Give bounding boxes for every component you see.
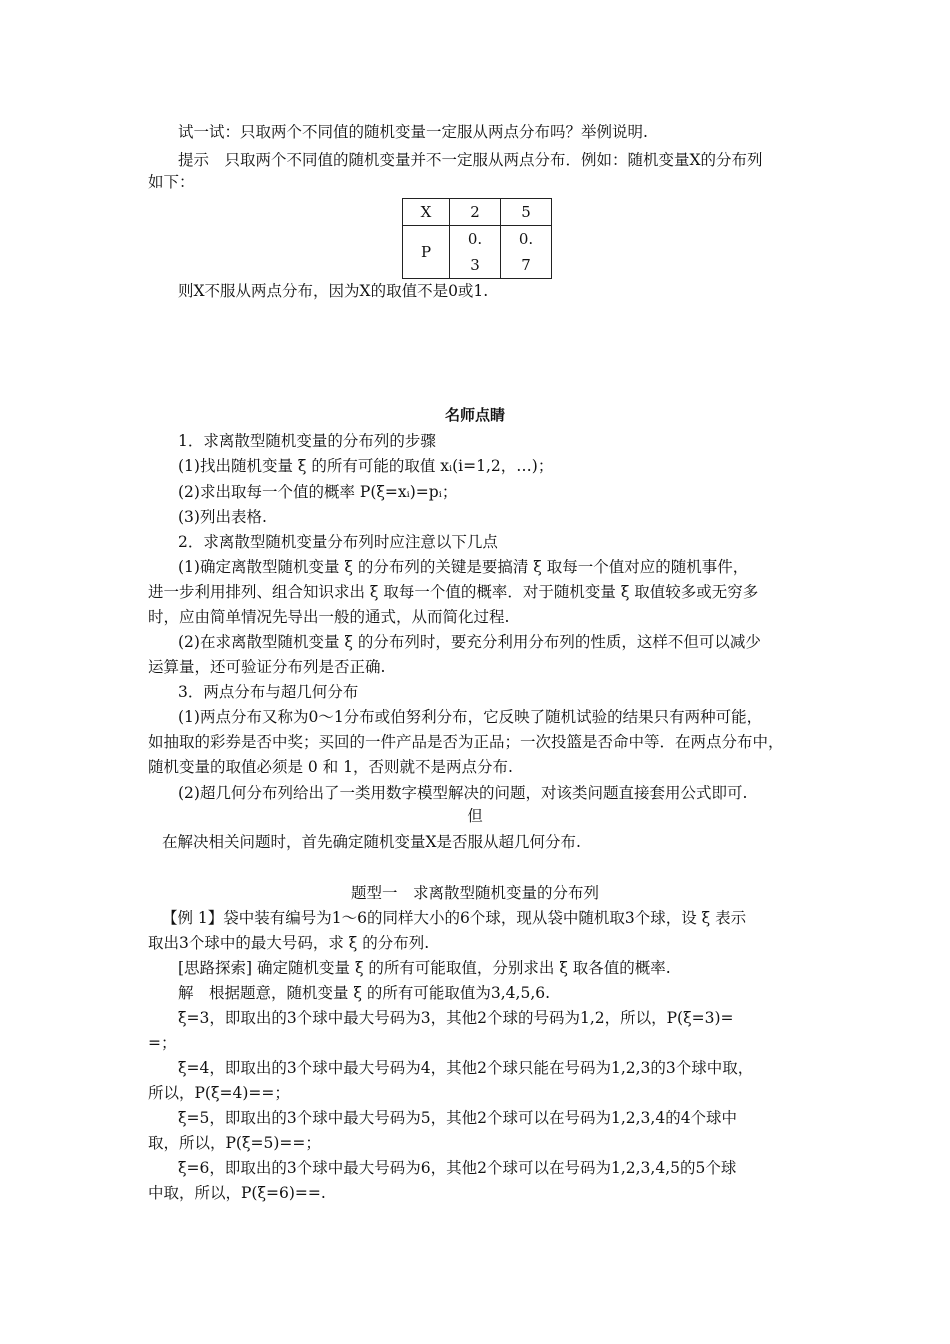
case-6-line1: ξ=6，即取出的3个球中最大号码为6，其他2个球可以在号码为1,2,3,4,5的5个球 [178, 1159, 737, 1177]
case-5-line2: 取，所以，P(ξ=5)==； [148, 1134, 321, 1152]
point-1a: (1)找出随机变量 ξ 的所有可能的取值 xᵢ(i=1,2，…)； [178, 457, 554, 475]
point-1c: (3)列出表格. [178, 508, 267, 526]
point-3a-line2: 如抽取的彩券是否中奖；买回的一件产品是否为正品；一次投篮是否命中等．在两点分布中， [148, 733, 784, 751]
point-2: 2．求离散型随机变量分布列时应注意以下几点 [178, 533, 498, 551]
example-1-line1: 【例 1】袋中装有编号为1～6的同样大小的6个球，现从袋中随机取3个球，设 ξ 表示 [162, 909, 747, 927]
point-2a-line1: (1)确定离散型随机变量 ξ 的分布列的关键是要搞清 ξ 取每一个值对应的随机事件， [178, 558, 749, 576]
case-5-line1: ξ=5，即取出的3个球中最大号码为5，其他2个球可以在号码为1,2,3,4的4个球中 [178, 1109, 738, 1127]
point-2a-line2: 进一步利用排列、组合知识求出 ξ 取每一个值的概率．对于随机变量 ξ 取值较多或无穷多 [148, 583, 759, 601]
point-2a-line3: 时，应由简单情况先导出一般的通式，从而简化过程. [148, 608, 510, 626]
table-header-x: X [403, 199, 450, 226]
point-3b-line2: 但 [467, 807, 483, 825]
section-title-teacher: 名师点睛 [444, 406, 505, 424]
case-3-line1: ξ=3，即取出的3个球中最大号码为3，其他2个球的号码为1,2，所以，P(ξ=3)= [178, 1009, 734, 1027]
point-1b: (2)求出取每一个值的概率 P(ξ=xᵢ)=pᵢ； [178, 483, 458, 501]
hint-line: 提示 只取两个不同值的随机变量并不一定服从两点分布．例如：随机变量X的分布列 [178, 151, 763, 169]
conclusion-line: 则X不服从两点分布，因为X的取值不是0或1. [178, 282, 489, 300]
point-3b-line3: 在解决相关问题时，首先确定随机变量X是否服从超几何分布. [162, 833, 581, 851]
try-question: 试一试：只取两个不同值的随机变量一定服从两点分布吗？举例说明. [178, 123, 648, 141]
case-6-line2: 中取，所以，P(ξ=6)==. [148, 1184, 326, 1202]
case-4-line1: ξ=4，即取出的3个球中最大号码为4，其他2个球只能在号码为1,2,3的3个球中取， [178, 1059, 754, 1077]
point-2b-line2: 运算量，还可验证分布列是否正确. [148, 658, 386, 676]
idea-line: [思路探索] 确定随机变量 ξ 的所有可能取值，分别求出 ξ 取各值的概率. [178, 959, 671, 977]
section-title-type1: 题型一 求离散型随机变量的分布列 [350, 884, 599, 902]
table-row-p: P [403, 226, 450, 279]
hint-line-cont: 如下： [148, 173, 195, 191]
table-cell-p5: 0. 7 [501, 226, 552, 279]
distribution-table [402, 198, 552, 279]
table-header-5: 5 [501, 199, 552, 226]
case-3-line2: =； [148, 1034, 177, 1052]
point-1: 1．求离散型随机变量的分布列的步骤 [178, 432, 436, 450]
table-cell-p2: 0. 3 [450, 226, 501, 279]
case-4-line2: 所以，P(ξ=4)==； [148, 1084, 290, 1102]
solution-line: 解 根据题意，随机变量 ξ 的所有可能取值为3,4,5,6. [178, 984, 551, 1002]
point-3a-line3: 随机变量的取值必须是 0 和 1，否则就不是两点分布. [148, 758, 513, 776]
point-3b-line1: (2)超几何分布列给出了一类用数字模型解决的问题，对该类问题直接套用公式即可. [178, 784, 748, 802]
point-2b-line1: (2)在求离散型随机变量 ξ 的分布列时，要充分利用分布列的性质，这样不但可以减少 [178, 633, 761, 651]
example-1-line2: 取出3个球中的最大号码，求 ξ 的分布列. [148, 934, 430, 952]
point-3: 3．两点分布与超几何分布 [178, 683, 359, 701]
table-header-2: 2 [450, 199, 501, 226]
point-3a-line1: (1)两点分布又称为0～1分布或伯努利分布，它反映了随机试验的结果只有两种可能， [178, 708, 763, 726]
